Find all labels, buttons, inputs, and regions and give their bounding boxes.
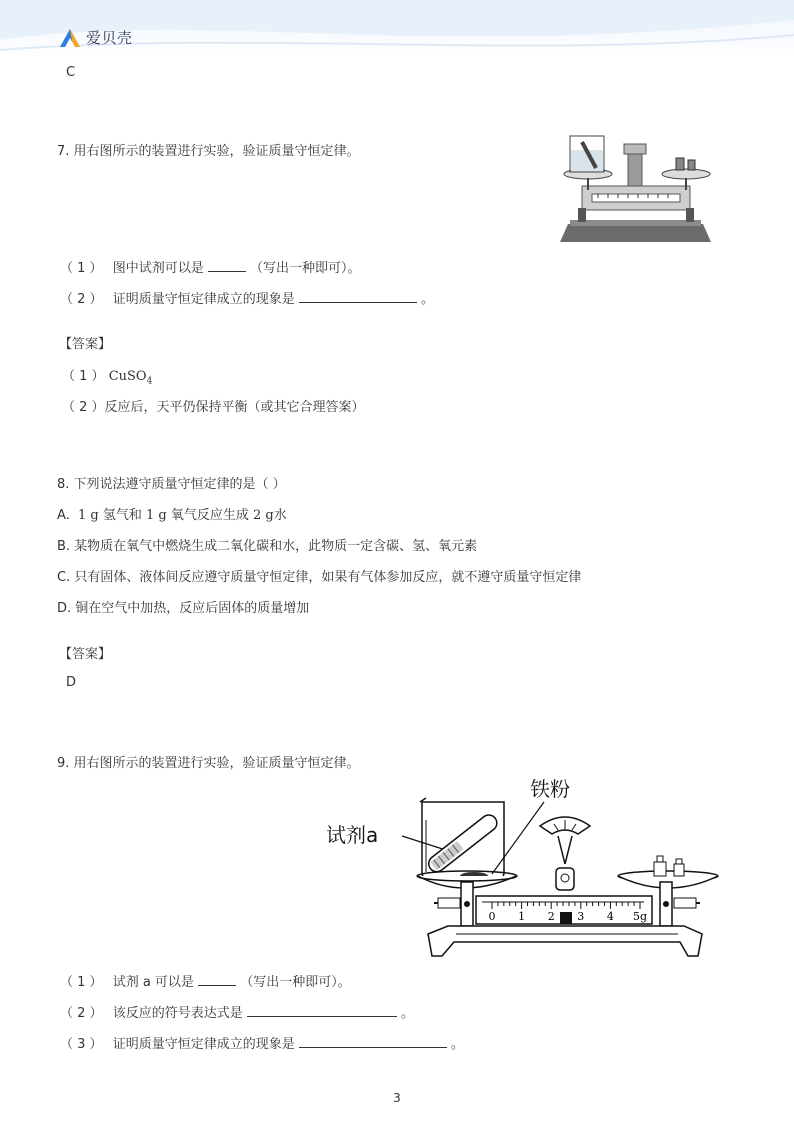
- scale-tick-label: 4: [606, 910, 614, 923]
- q9-sub1: [60, 971, 351, 990]
- q9-sub1-number: （ 1 ）: [60, 975, 103, 990]
- q7-answer-1-formula: CuSO: [108, 369, 147, 384]
- q6-answer: C: [66, 65, 76, 80]
- q8-stem: 8. 下列说法遵守质量守恒定律的是（ ）: [57, 477, 286, 492]
- q9-stem: 9. 用右图所示的装置进行实验，验证质量守恒定律。: [57, 756, 360, 771]
- q7-stem: 7. 用右图所示的装置进行实验，验证质量守恒定律。: [57, 144, 360, 159]
- q7-sub1-text-end: （写出一种即可）。: [249, 261, 361, 276]
- q7-balance-figure: [558, 132, 713, 244]
- q9-sub2-text-end: 。: [400, 1006, 414, 1021]
- q9-sub2-blank: [247, 1006, 397, 1017]
- brand-name: 爱贝壳: [86, 29, 133, 47]
- q7-sub2-text-end: 。: [420, 292, 434, 307]
- q8-option-c: C. 只有固体、液体间反应遵守质量守恒定律，如果有气体参加反应，就不遵守质量守恒定律: [57, 570, 582, 585]
- q7-answer-1: [62, 365, 152, 387]
- q7-sub1-blank: [208, 261, 246, 272]
- q9-sub2-text: 该反应的符号表达式是: [112, 1006, 243, 1021]
- brand-logo-icon: [58, 28, 82, 48]
- q9-label-reagent-a: 试剂a: [326, 823, 379, 847]
- q7-sub1-text: 图中试剂可以是: [112, 261, 204, 276]
- q9-sub3: [60, 1033, 464, 1052]
- scale-tick-label: 1: [518, 910, 526, 923]
- q8-option-b: B. 某物质在氧气中燃烧生成二氧化碳和水，此物质一定含碳、氢、氧元素: [57, 539, 478, 554]
- q9-balance-figure: [322, 772, 728, 962]
- q9-sub3-text-end: 。: [450, 1037, 464, 1052]
- q9-sub1-text-end: （写出一种即可）。: [240, 975, 351, 990]
- q9-sub3-blank: [299, 1037, 447, 1048]
- q7-answer-label: 【答案】: [59, 337, 112, 352]
- q8-option-d: D. 铜在空气中加热，反应后固体的质量增加: [57, 601, 310, 616]
- scale-tick-label: 3: [577, 910, 585, 923]
- q8-option-a-text3: 水: [273, 508, 287, 523]
- q7-answer-1-subscript: 4: [146, 376, 153, 387]
- q8-option-a-letter: A.: [57, 508, 70, 523]
- q8-option-a-num1: 1 g: [77, 508, 99, 523]
- q8-answer-label: 【答案】: [59, 647, 112, 662]
- q9-label-iron-powder: 铁粉: [530, 777, 570, 801]
- q8-option-a: [57, 504, 287, 523]
- q8-option-a-num2: 1 g: [145, 508, 167, 523]
- q9-sub2-number: （ 2 ）: [60, 1006, 103, 1021]
- q8-option-a-num3: 2 g: [253, 508, 274, 523]
- q7-sub2: [60, 288, 434, 307]
- page-number: 3: [393, 1091, 401, 1105]
- q7-sub1-number: （ 1 ）: [60, 261, 103, 276]
- q9-sub3-number: （ 3 ）: [60, 1037, 103, 1052]
- q7-sub2-blank: [299, 292, 417, 303]
- q7-answer-1-number: （ 1 ）: [62, 369, 105, 384]
- page-header: [0, 0, 794, 58]
- scale-tick-label: 2: [547, 910, 555, 923]
- scale-tick-label: 5g: [632, 910, 648, 923]
- q7-sub1: [60, 257, 361, 276]
- brand-logo: [58, 27, 133, 48]
- q8-option-a-text2: 氧气反应生成: [170, 508, 249, 523]
- q7-answer-2: （ 2 ）反应后，天平仍保持平衡（或其它合理答案）: [62, 400, 365, 415]
- q7-sub2-text: 证明质量守恒定律成立的现象是: [112, 292, 295, 307]
- q9-sub1-blank: [198, 975, 236, 986]
- q8-option-a-text1: 氢气和: [102, 508, 142, 523]
- q9-sub2: [60, 1002, 414, 1021]
- scale-tick-label: 0: [488, 910, 496, 923]
- q9-sub1-text: 试剂 a 可以是: [112, 975, 194, 990]
- q8-answer: D: [66, 675, 77, 690]
- q7-sub2-number: （ 2 ）: [60, 292, 103, 307]
- q9-sub3-text: 证明质量守恒定律成立的现象是: [112, 1037, 295, 1052]
